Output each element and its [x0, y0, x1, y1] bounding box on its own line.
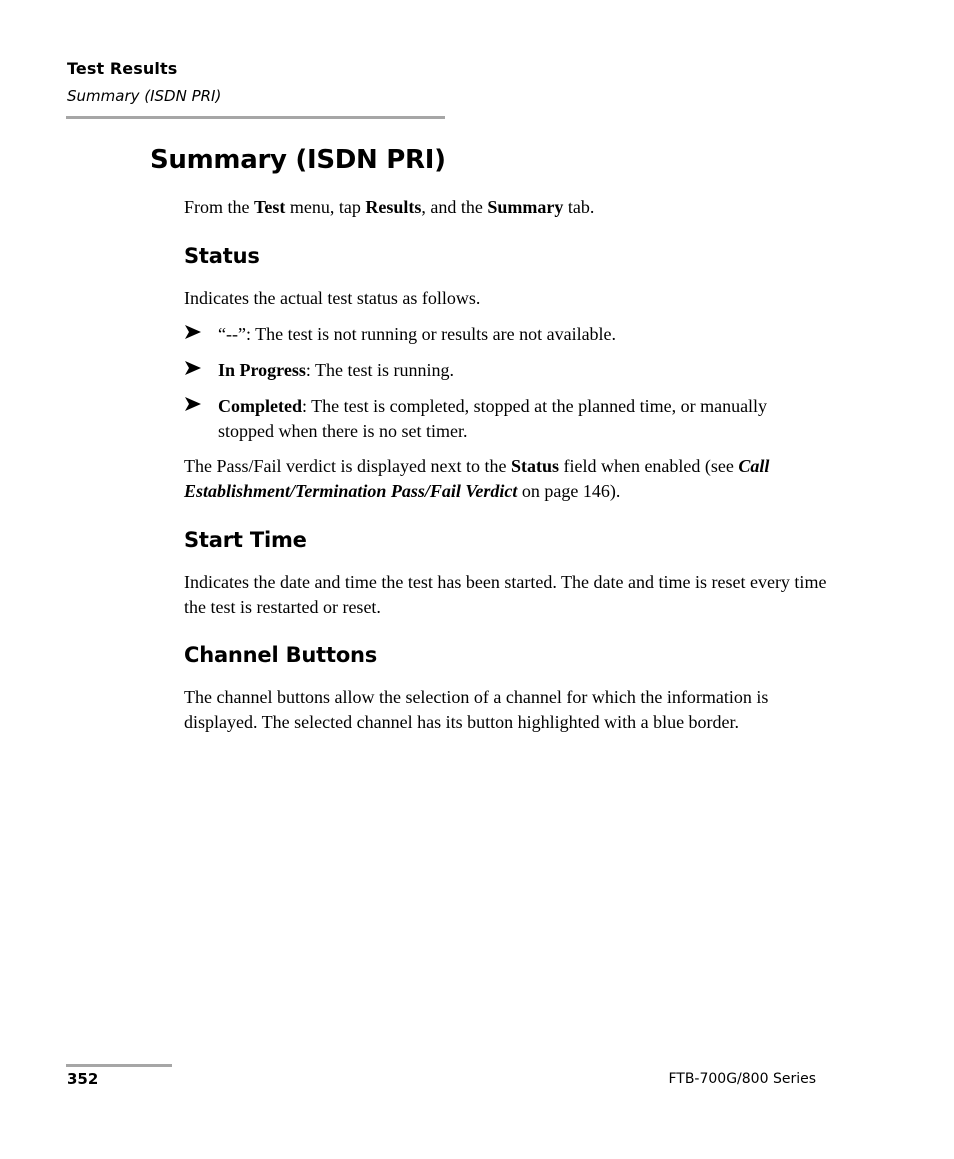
- button-name-results: Results: [365, 197, 422, 217]
- header-rule: [66, 116, 445, 119]
- menu-name-test: Test: [254, 197, 286, 217]
- status-heading: Status: [184, 244, 260, 268]
- status-bullet-in-progress: [184, 358, 834, 383]
- tab-name-summary: Summary: [487, 197, 564, 217]
- bullet-arrow-icon: [184, 396, 202, 412]
- status-bullet-completed: [184, 394, 834, 443]
- bullet-text: : The test is running.: [305, 360, 455, 380]
- bullet-arrow-icon: [184, 360, 202, 376]
- running-header-title: Test Results: [67, 59, 178, 78]
- bullet-text: “--”: The test is not running or results are not available.: [218, 324, 617, 344]
- bullet-arrow-icon: [184, 324, 202, 340]
- footer-rule: [66, 1064, 172, 1067]
- running-header-subtitle: Summary (ISDN PRI): [67, 87, 222, 105]
- field-name-status: Status: [510, 456, 559, 476]
- bullet-term: Completed: [218, 396, 302, 416]
- start-time-heading: Start Time: [184, 528, 307, 552]
- bullet-text: : The test is completed, stopped at the planned time, or manually stopped when there is no set timer.: [218, 396, 768, 441]
- status-bullet-not-running: [184, 322, 834, 347]
- bullet-term: In Progress: [218, 360, 306, 380]
- verdict-paragraph: The Pass/Fail verdict is displayed next to the Status field when enabled (see Call Establishment/Termination Pass/Fail Verdict on page 146).: [184, 456, 770, 501]
- start-time-text: Indicates the date and time the test has been started. The date and time is reset every time the test is restarted or reset.: [184, 572, 827, 617]
- product-series: FTB-700G/800 Series: [668, 1071, 816, 1087]
- page-number: 352: [67, 1070, 99, 1088]
- intro-paragraph: From the Test menu, tap Results, and the Summary tab.: [184, 197, 595, 217]
- channel-buttons-heading: Channel Buttons: [184, 643, 378, 667]
- page-title: Summary (ISDN PRI): [150, 145, 446, 175]
- cross-reference-link[interactable]: Call Establishment/Termination Pass/Fail Verdict: [184, 456, 770, 501]
- channel-buttons-text: The channel buttons allow the selection of a channel for which the information is displayed. The selected channel has its button highlighted with a blue border.: [184, 687, 769, 732]
- status-description: Indicates the actual test status as follows.: [184, 288, 481, 308]
